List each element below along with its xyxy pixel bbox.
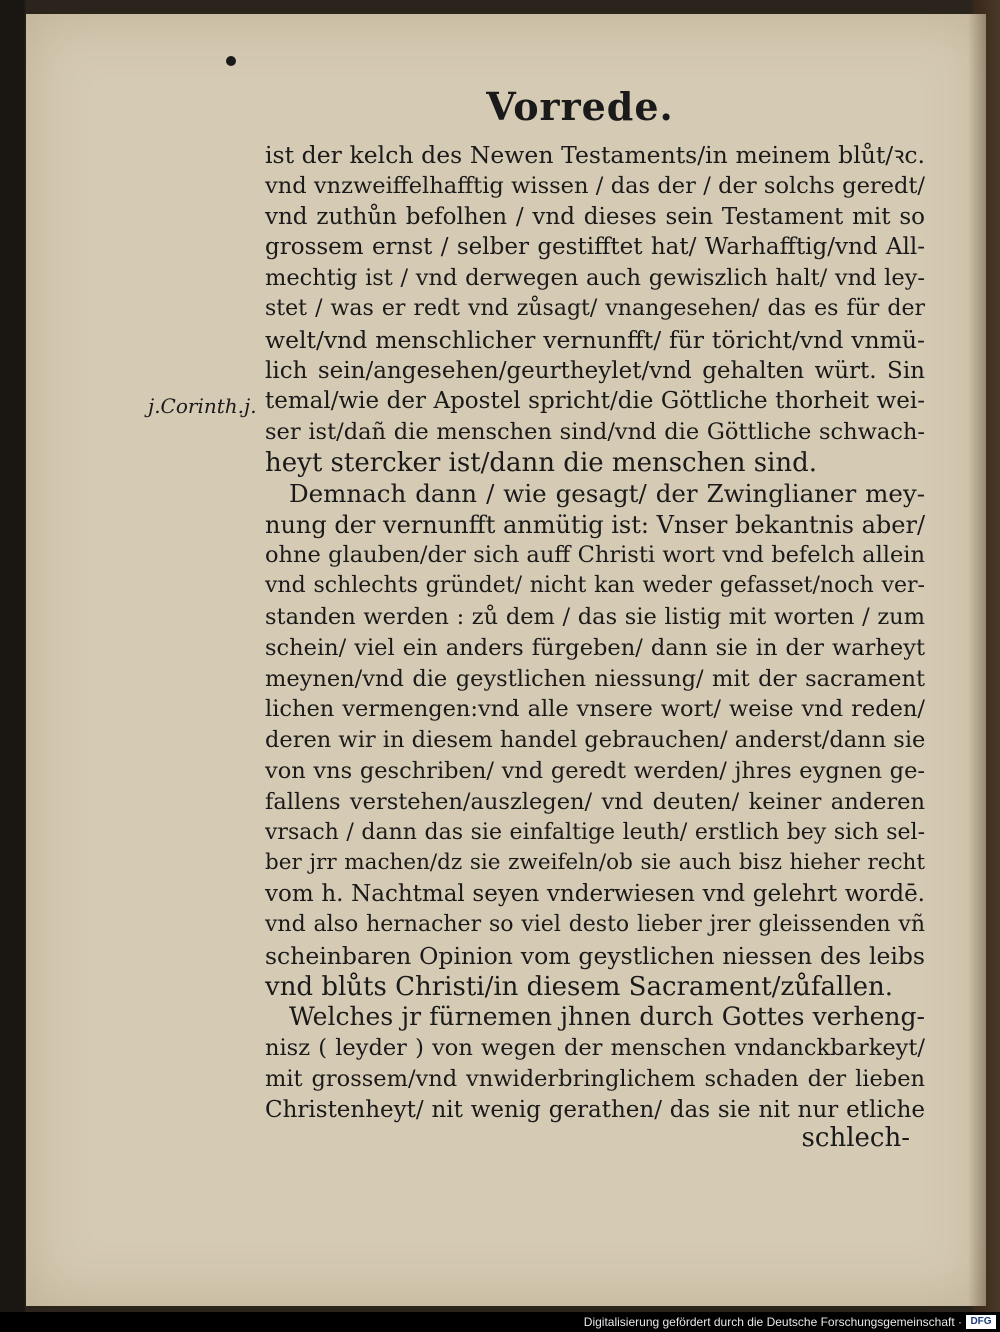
text-line: vnd also hernacher so viel desto lieber jrer gleissenden vñ (265, 911, 925, 937)
funding-credit: Digitalisierung gefördert durch die Deutsche Forschungsgemeinschaft · (583, 1315, 962, 1329)
text-line: vnd vnzweiffelhafftig wissen / das der / der solchs geredt/ (265, 172, 925, 199)
text-line: ber jrr machen/dz sie zweifeln/ob sie auch bisz hieher recht (265, 850, 925, 876)
dfg-logo: DFG (966, 1315, 996, 1329)
text-line: Welches jr fürnemen jhnen durch Gottes verheng- (289, 1002, 925, 1032)
text-line: heyt stercker ist/dann die menschen sind. (265, 447, 818, 478)
ink-dot (226, 56, 236, 66)
footer-bar (0, 1312, 1000, 1332)
page-gutter-shadow (968, 14, 986, 1306)
text-line: welt/vnd menschlicher vernunfft/ für töricht/vnd vnmü- (265, 325, 925, 354)
text-line: mit grossem/vnd vnwiderbringlichem schaden der lieben (265, 1065, 925, 1092)
text-line: scheinbaren Opinion vom geystlichen niessen des leibs (265, 941, 925, 970)
text-line: Christenheyt/ nit wenig gerathen/ das sie nit nur etliche (265, 1096, 925, 1123)
text-line: vrsach / dann das sie einfaltige leuth/ erstlich bey sich sel- (265, 819, 925, 845)
text-line: vnd zuthůn befolhen / vnd dieses sein Testament mit so (265, 203, 925, 230)
running-head: Vorrede. (486, 84, 674, 129)
text-line: stet / was er redt vnd zůsagt/ vnangesehen/ das es für der (265, 295, 925, 321)
text-line: mechtig ist / vnd derwegen auch gewiszlich halt/ vnd ley- (265, 265, 925, 292)
text-line: nung der vernunfft anmütig ist: Vnser bekantnis aber/ (265, 510, 926, 539)
margin-note: j.Corinth.j. (148, 394, 257, 418)
text-line: fallens verstehen/auszlegen/ vnd deuten/ keiner anderen (265, 788, 925, 815)
text-line: von vns geschriben/ vnd geredt werden/ jhres eygnen ge- (265, 757, 925, 784)
text-line: ist der kelch des Newen Testaments/in meinem blůt/ꝛc. (265, 141, 925, 169)
text-line: vom h. Nachtmal seyen vnderwiesen vnd gelehrt wordē. (265, 881, 925, 908)
text-line: grossem ernst / selber gestifftet hat/ Warhafftig/vnd All- (265, 234, 925, 261)
text-line: schein/ viel ein anders fürgeben/ dann sie in der warheyt (265, 634, 925, 661)
text-line: ohne glauben/der sich auff Christi wort vnd befelch allein (265, 542, 925, 569)
text-line: meynen/vnd die geystlichen niessung/ mit der sacrament (265, 665, 925, 692)
body-text (265, 140, 925, 1126)
text-line: vnd schlechts gründet/ nicht kan weder gefasset/noch ver- (265, 573, 925, 599)
text-line: vnd blůts Christi/in diesem Sacrament/zůfallen. (265, 971, 894, 1002)
text-line: ser ist/dañ die menschen sind/vnd die Göttliche schwach- (265, 419, 925, 446)
text-line: lichen vermengen:vnd alle vnsere wort/ weise vnd reden/ (265, 696, 925, 723)
text-line: Demnach dann / wie gesagt/ der Zwinglianer mey- (289, 478, 925, 508)
catchword: schlech- (801, 1123, 910, 1153)
text-line: nisz ( leyder ) von wegen der menschen vndanckbarkeyt/ (265, 1035, 925, 1062)
text-line: deren wir in diesem handel gebrauchen/ anderst/dann sie (265, 727, 926, 754)
text-line: temal/wie der Apostel spricht/die Göttliche thorheit wei- (265, 388, 925, 415)
text-line: standen werden : zů dem / das sie listig mit worten / zum (265, 603, 925, 630)
text-line: lich sein/angesehen/geurtheylet/vnd gehalten würt. Sin (265, 357, 925, 384)
